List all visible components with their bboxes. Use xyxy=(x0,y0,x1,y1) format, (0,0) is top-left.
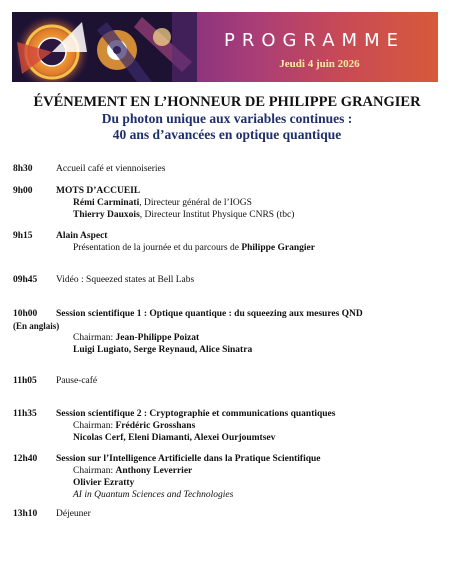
schedule-item xyxy=(0,185,454,225)
event-subtitle-line2: 40 ans d’avancées en optique quantique xyxy=(112,127,342,142)
chair-name: Frédéric Grosshans xyxy=(115,421,196,431)
schedule-item xyxy=(0,230,454,258)
speaker-role: , Directeur général de l’IOGS xyxy=(139,198,252,208)
schedule-time: 11h05 xyxy=(13,376,37,386)
schedule-time: 9h00 xyxy=(13,186,33,196)
schedule-time: 09h45 xyxy=(13,275,38,285)
session-title: Session sur l’Intelligence Artificielle dans la Pratique Scientifique xyxy=(56,454,321,464)
schedule-item xyxy=(0,453,454,501)
chair-name: Jean-Philippe Poizat xyxy=(115,333,200,343)
speaker-line xyxy=(73,197,252,209)
schedule-time: 13h10 xyxy=(13,509,38,519)
schedule-time: 8h30 xyxy=(13,164,33,174)
event-title: ÉVÉNEMENT EN L’HONNEUR DE PHILIPPE GRANGIER xyxy=(33,94,421,110)
chair-label: Chairman: xyxy=(73,466,116,476)
speaker-line xyxy=(73,209,294,221)
speaker-line xyxy=(73,242,315,254)
schedule-item xyxy=(0,308,454,356)
chair-name: Anthony Leverrier xyxy=(115,466,193,476)
schedule-item xyxy=(0,408,454,444)
chair-label: Chairman: xyxy=(73,333,116,343)
event-subtitle-line1: Du photon unique aux variables continues : xyxy=(101,111,353,126)
optics-illustration xyxy=(12,12,197,82)
event-date: Jeudi 4 juin 2026 xyxy=(279,58,360,70)
schedule-text: Déjeuner xyxy=(56,509,91,519)
schedule-text: Vidéo : Squeezed states at Bell Labs xyxy=(56,275,195,285)
schedule-time: 12h40 xyxy=(13,454,38,464)
chair-label: Chairman: xyxy=(73,421,116,431)
schedule-time: 10h00 xyxy=(13,309,38,319)
chair-line xyxy=(73,332,199,344)
chair-line xyxy=(73,465,192,477)
talk-title: AI in Quantum Sciences and Technologies xyxy=(73,490,234,500)
speaker-name: Rémi Carminati xyxy=(73,198,140,208)
chair-line xyxy=(73,420,195,432)
speakers-line: Nicolas Cerf, Eleni Diamanti, Alexei Ourjoumtsev xyxy=(73,433,276,443)
speakers-line: Luigi Lugiato, Serge Reynaud, Alice Sinatra xyxy=(73,345,253,355)
header-banner xyxy=(12,12,438,82)
schedule-title: MOTS D’ACCUEIL xyxy=(56,186,141,196)
schedule-time: 9h15 xyxy=(13,231,33,241)
speaker-name: Olivier Ezratty xyxy=(73,478,135,488)
speaker-name: Thierry Dauxois xyxy=(73,210,140,220)
description-text: Présentation de la journée et du parcours de xyxy=(73,243,242,253)
schedule-text: Accueil café et viennoiseries xyxy=(56,164,166,174)
session-title: Session scientifique 1 : Optique quantique : du squeezing aux mesures QND xyxy=(56,309,363,319)
schedule-time: 11h35 xyxy=(13,409,37,419)
programme-title: PROGRAMME xyxy=(223,30,405,51)
schedule-title: Alain Aspect xyxy=(56,231,108,241)
speaker-role: , Directeur Institut Physique CNRS (tbc) xyxy=(139,210,295,220)
schedule-text: Pause-café xyxy=(56,376,98,386)
session-title: Session scientifique 2 : Cryptographie et communications quantiques xyxy=(56,409,336,419)
language-note: (En anglais) xyxy=(13,321,60,331)
honoree-name: Philippe Grangier xyxy=(241,243,315,253)
